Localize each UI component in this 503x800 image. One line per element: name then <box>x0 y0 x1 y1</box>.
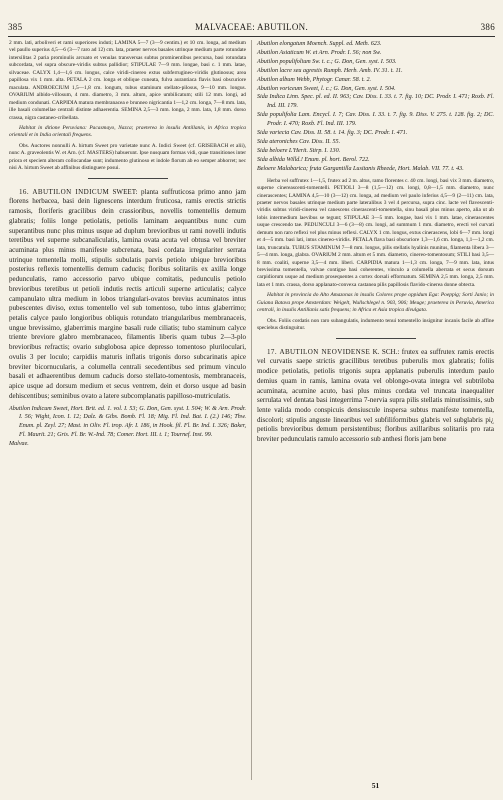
habitat-paragraph: Habitat in ditione Peruviana: Pacasmayo, Nazca; praeterea in insulis Antillanis, in Africa tropica orientali et in India orientali frequens. <box>9 124 246 139</box>
species-entry <box>257 348 494 445</box>
synonym-entry: Abutilon lacre seu agrestis Rumph. Herb. Amb. IV. 31. t. 11. <box>257 67 403 74</box>
species-entry <box>9 188 246 402</box>
synonym-entry: Sida populifolia Lam. Encycl. I. 7; Cav. Diss. I. 33. t. 7. fig. 9. Diss. V. 275. t. 128. fig. 2; DC. Prodr. I. 470; Roxb. Fl. Ind. III. 179. <box>257 112 494 128</box>
species-heading: 16. ABUTILON INDICUM <box>19 187 110 196</box>
synonym-entry: Sida Indica Linn. Spec. pl. ed. II. 963; Cav. Diss. I. 33. t. 7. fig. 10; DC. Prodr. I. 471; Roxb. Fl. Ind. III. 179. <box>257 94 494 110</box>
synonym-entry: Sida beloere L'Herit. Stirp. I. 130. <box>257 147 341 154</box>
observation-paragraph: Obs. Auctores nonnulli A. hirtum Sweet pro varietate nunc A. Indici Sweet (cf. GRISEBACH et alii), nunc A. graveolentis W. et Arn. (cf. MASTERS) habuerunt. Ipse nusquam formas vidi, quae transitiones inter priora et speciem alteram collocandae sunt; indumento glutinoso et indole florum ab eo semper abhorret; nec nisi A. hirtum Sweet ab affinibus distinguere posui. <box>9 142 246 172</box>
synonym-entry: Sida ateroniches Cav. Diss. II. 55. <box>257 138 341 145</box>
synonym-entry: Malvae. <box>9 441 29 448</box>
observation-paragraph: Obs. Foliis cordatis non raro subangulatis, indumento tenui tomentello insignitur incanis facile ab affine speciebus distinguitur. <box>257 317 494 332</box>
habitat-paragraph: Habitat in provincia do Alto Amazonas in insulis Colores prope oppidum Ega: Poeppig; Sorti Janio; in Guiana Batava prope Amsterdam: Weigelt, Wullschlegel n. 903, 906; Meuge; praeterea in Peruvia, America centrali, in insulis Antillanis satis frequens; in Africa et Asia tropica divulgata. <box>257 292 494 314</box>
synonym-entry: Beloere Malabarica; fruta Gargantilla Lusitanis Rheede, Hort. Malab. VII. 77. t. 43. <box>257 165 464 172</box>
description-continuation: 2 mm. lati, arboliveri et rami superiores induti; LAMINA 5—7 (3—9 centim.) et 10 cm. longa, ad medium vel paullo superius 4,5—6 (3—7 raro ad 12) cm. lata, praeter nervos basales utrinque medium parte rotundate intersilitas 2 paria prominulis arcuato et venulas transversas subtus prominentibus percursa, basi rotundata subcordata, vel supra obscure-viridis subtus pallidior; STIPULAE 7—9 mm. longae, basi c. 1 mm. latae, silvaceae. CALYX 1,4—1,6 cm. longus, calce viridi-cinereo extus subferrugineo-viridis glutinosus; area papillosa vix 1 mm. alta. PETALA 2 cm. longa et oblique cuneata, fulva aurantiaca flavis basi obscuriore maculata. ANDROECIUM 1,5—1,8 cm. longum, tubus staminum stellato-pilosus, 9—10 mm. longus. OVARIUM albido-villosum, 4 mm. diametro, 3 mm. altum, apice umbilicatum; stili 12 mm. longi, ad medium condunati. CARPIDIA matura membranacea e brunneo nigricantia 1—1,2 cm. longa, 7—8 mm. lata, ille basali columellae centrali distinte adhaerentia. SEMINA 2,5—3 mm. longa, 2 mm. lata, 1,8 mm. dorso crassa, nigra castaneo-cribellata. <box>9 40 246 121</box>
species-authority: SWEET <box>112 187 136 196</box>
column-divider <box>251 40 252 780</box>
section-separator <box>336 338 416 339</box>
synonym-entry: Abutilon Asiaticum W. et Arn. Prodr. I. 56; non Sw. <box>257 49 382 56</box>
right-page-number: 386 <box>480 22 495 32</box>
species-description: : frutex ea suffrutex ramis erectis vel curvatis saepe strictis gracillibus teretibus puberulis mox glabratis; foliis modice petiolatis, petiolis trigonis supra applanatis puberulis interdum paulo demius quam in ramis, lamina ovata vel oblongo-ovata integra vel subtriloba acuminata, acumine acuto, basi plus minus cordata vel truncata inaequaliter serrulata vel dentata basi integerrima 7-nervia supra pilis stellatis minutissimis, sub lente valida modo conspicuis densiuscule inspersa subtus manifeste tomentella, discolori; stipulis anguste linearibus vel subfiliformibus glabris vel subglabris pi¿ petiolis brevioribus demum persistentibus; floribus axillaribus solitariis pro rata breviter pedunculatis ramulo accessorio sub anthesi floris jam bene <box>257 347 495 444</box>
printer-signature: 51 <box>371 781 380 790</box>
header-rule <box>8 36 495 37</box>
species-authority: K. SCH. <box>372 347 398 356</box>
species-description-detail: Herba vel suffrutex 1—1,5, frutex ad 2 m. altus, ramo florentes c. 40 cm. longi, basi vix 3 mm. diametro, superne cinereascenti-tomentelli. PETIOLI 3—8 (1,5—12) cm. longi, 0,8—1,5 mm. diametro, nunc cinerascentes; LAMINA 4,5—10 (3—12) cm. longa, ad medium vel paulo inferius 4,5—9 (2—11) cm. lata, praeter nervos basales utrinque medium parte lateralibus 3 vel 4 percursa, supra cinc. lacte vel flavescenti-viridis subtus viridi-cinerea vel canescens cinerascenti-tomentella, sinu basali plus minus aperto, alia ut ab lobis intermedium laevibus se tegunt; STIPULAE 3—5 mm. longae, basi vix 1 mm. latae, cinerascentes usque crescendo tae. PEDUNCULI 3—6 (3—8) cm. longi, ad summum 1 mm. diametro, erecti vel curvati demum non raro reflexi vel plus minus reflexi. CALYX 1 cm. longus, extus cinerascens, lobi 6—7 mm. longi et 4—5 mm. basi lati, intus cinereo-viridis. PETALA flava basi obscuriore 1,3—1,6 cm. longa, 1,1—1,2 cm. lata, truncatula. TUBUS STAMINUM 7—8 mm. longus, pilis stellatis hyalinis munitus, filamenta libera 3—5—4 mm. longa, glabra. OVARIUM 2 mm. altum et 5 mm. diametro, cinereo-tomentosum; STILI basi 3,5—8 mm. coaliti, superne 3,5—4 mm. liberi. CARPIDIA matura 1—1,3 cm. longa, 7—9 mm. lata, intus brevissima tomentella, valvae contigue basi coherentes, vinculo a columella aberrata et secus dorsum carpidiorum usque ad medium prosequentes a cortex dorsali efformatum. SEMINA 2,5 mm. longa, 2,5 mm. lata et 1 mm. crassa, dorso applanato-convexa castanea pilis papillosis flavido-cinerea donne obtecta. <box>257 177 494 288</box>
synonymy-list <box>9 405 246 450</box>
section-separator <box>88 178 168 179</box>
synonym-entry: Sida variecia Cav. Diss. II. 58. t. 14. fig. 3; DC. Prodr. I. 471. <box>257 130 408 137</box>
synonym-entry: Abutilon voriceum Sweet, l. c.; G. Don, Gen. syst. I. 504. <box>257 85 396 92</box>
running-head-title: MALVACEAE: ABUTILON. <box>194 22 308 32</box>
synonym-entry: Abutilon album Webb, Phytogr. Canar. 58. t. 2. <box>257 76 372 83</box>
synonym-entry: Abutilon Indicum Sweet, Hort. Brit. ed. 1. vol. I. 53; G. Don, Gen. syst. I. 504; W. & Arn. Prodr. I. 56; Wight, Icon. I. 12; Dalz. & Gibs. Bomb. Fl. 18; Mig. Fl. Ind. Bat. I. (2.) 146; Thw. Enum. pl. Zeyl. 27; Mast. in Oliv. Fl. trop. Afr. I. 186, in Hook. fil. Fl. Br. Ind. I. 326; Baker, Fl. Maurit. 21; Gris. Fl. Br. W.-Ind. 78; Comer. Hort. III. t. 1; Tournef. Inst. 99. <box>9 405 246 439</box>
species-heading: 17. ABUTILON NEOVIDENSE <box>267 347 371 356</box>
left-page-number: 385 <box>8 22 23 32</box>
synonym-entry: Sida albida Willd.! Enum. pl. hort. Berol. 722. <box>257 156 370 163</box>
synonym-entry: Abutilon populifolium Sw. t. c.; G. Don, Gen. syst. I. 503. <box>257 58 397 65</box>
synonym-entry: Abutilon elongatum Moench. Suppl. ed. Meth. 623. <box>257 41 382 47</box>
running-header <box>8 22 495 34</box>
right-column <box>257 40 494 448</box>
synonymy-list <box>257 40 494 174</box>
species-description: : planta suffruticosa primo anno jam florens herbacea, basi dein lignescens interdum fruticosa, ramis erectis strictis ramosis, floriferis gracilibus dein crassioribus, novellis tomentellis demum glabratis; foliis longe petiolatis, petiolis laminam aequantibus nunc cum superantibus nunc plus minus usque ad duplum brevioribus ut rami novelli indutis teretibus vel superne subcanaliculatis, lamina ovata acuta vel obtusa vel breviter acuminata plus minus manifeste subcrenata, basi cordata irregulariter serrata utrinque tomentella molli, stipulis subulatis parvis petiolo ubique brevioribus posterius reflexis tomentellis demum caducis; floribus solitariis ex axilla longe pedunculatis, ramo accessorio parvo ubique comitatis, pedunculis petiolo brevioribus teretibus ut petioli indutis rectis articuli superne articulatis; calyce campanulato ultra medium in lobos triangulari-ovatos brevius acuminatos intus pubescentes diviso, extus tomentello vel sub tomentoso, tubo intus glaberrimo; petalis calyce paulo longioribus obliquis rotundato triangularibus membranaceis, ungue brevissimo, glaberrimis margine basali rude ciliatis; tubo staminum calyce triente breviore glabro membranaceo, filamentis liberis quam tubus 2—3-plo brevioribus refractis; ovario subglobosa apice depresso tomentoso pluriloculari, ovulis 3 per loculo; carpidiis maturis inflatis trigonis dorso subcarinatis apice breviter bicornucularis, a columella centrali secedentibus sed primum vinculo basali et adhaerentibus demum caducis dorso stellato-tomentosis, membranaceis, apice usque ad dorsum medium et secus ventrem, dein et dorso usque ad basin dehiscentibus; seminibus ovato a latere subcomplanatis papilloso-mutriculatis. <box>9 187 246 400</box>
left-column <box>9 40 246 449</box>
